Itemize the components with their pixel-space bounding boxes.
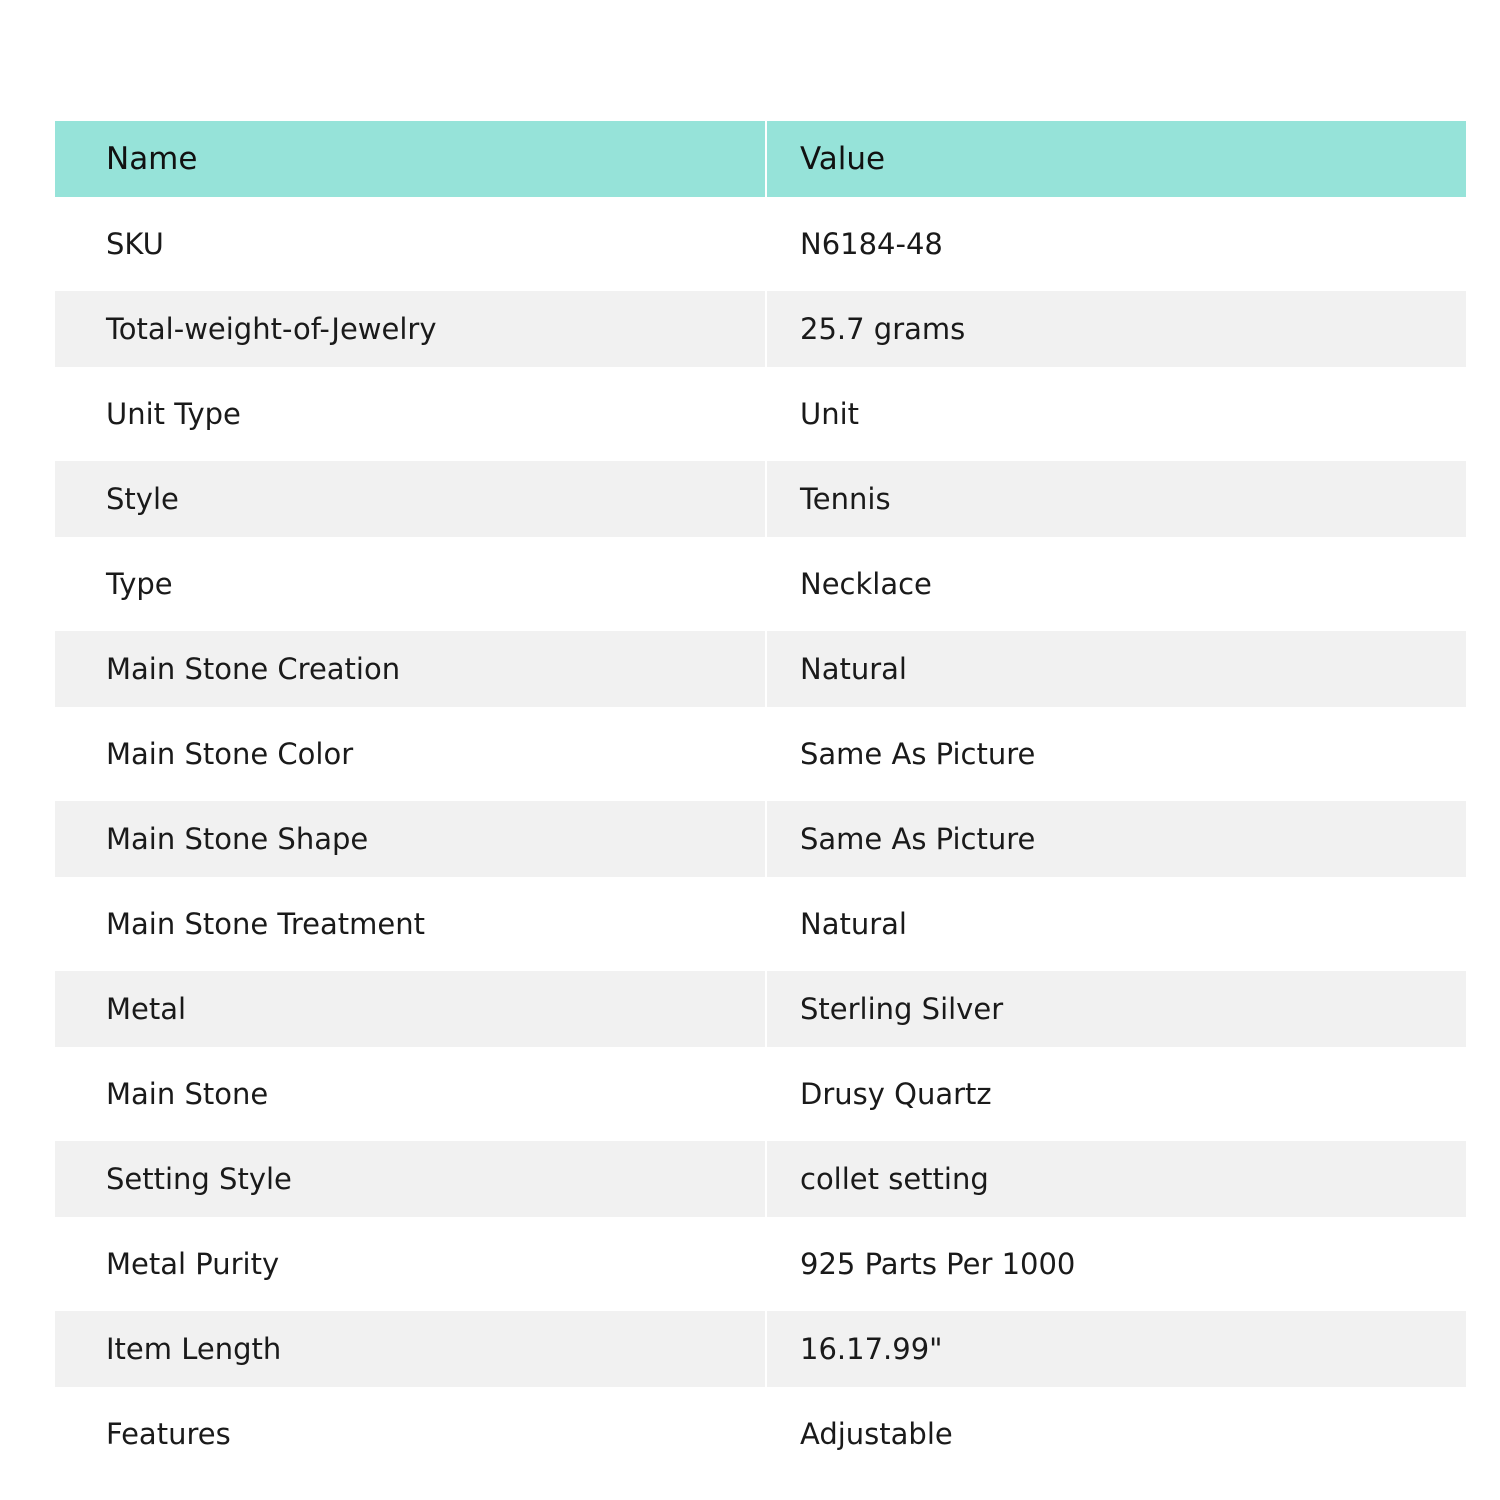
table-row bbox=[55, 1222, 1466, 1307]
row-value-cell: Same As Picture bbox=[766, 797, 1466, 882]
table-row bbox=[55, 1307, 1466, 1392]
table-header-row bbox=[55, 121, 1466, 202]
table-row bbox=[55, 542, 1466, 627]
row-name-cell: Item Length bbox=[55, 1307, 766, 1392]
row-value-cell: N6184-48 bbox=[766, 202, 1466, 287]
column-header-name: Name bbox=[55, 121, 766, 202]
row-name-cell: Setting Style bbox=[55, 1137, 766, 1222]
column-header-value: Value bbox=[766, 121, 1466, 202]
table-row bbox=[55, 372, 1466, 457]
row-name-cell: Main Stone Color bbox=[55, 712, 766, 797]
row-name-cell: Main Stone bbox=[55, 1052, 766, 1137]
row-value-cell: 16.17.99" bbox=[766, 1307, 1466, 1392]
table-row bbox=[55, 1392, 1466, 1473]
table-body bbox=[55, 202, 1466, 1473]
row-name-cell: Style bbox=[55, 457, 766, 542]
row-value-cell: collet setting bbox=[766, 1137, 1466, 1222]
row-value-cell: Adjustable bbox=[766, 1392, 1466, 1473]
row-name-cell: Metal Purity bbox=[55, 1222, 766, 1307]
row-value-cell: Unit bbox=[766, 372, 1466, 457]
row-value-cell: Drusy Quartz bbox=[766, 1052, 1466, 1137]
row-value-cell: Natural bbox=[766, 627, 1466, 712]
table-row bbox=[55, 967, 1466, 1052]
table-row bbox=[55, 287, 1466, 372]
row-name-cell: SKU bbox=[55, 202, 766, 287]
row-value-cell: Same As Picture bbox=[766, 712, 1466, 797]
table-row bbox=[55, 882, 1466, 967]
row-value-cell: Sterling Silver bbox=[766, 967, 1466, 1052]
table-row bbox=[55, 627, 1466, 712]
specification-table bbox=[55, 121, 1466, 1472]
table-row bbox=[55, 1137, 1466, 1222]
table-row bbox=[55, 1052, 1466, 1137]
row-value-cell: Tennis bbox=[766, 457, 1466, 542]
row-value-cell: 925 Parts Per 1000 bbox=[766, 1222, 1466, 1307]
table-row bbox=[55, 457, 1466, 542]
row-value-cell: Necklace bbox=[766, 542, 1466, 627]
table-row bbox=[55, 797, 1466, 882]
row-value-cell: Natural bbox=[766, 882, 1466, 967]
row-name-cell: Main Stone Creation bbox=[55, 627, 766, 712]
row-name-cell: Total-weight-of-Jewelry bbox=[55, 287, 766, 372]
row-value-cell: 25.7 grams bbox=[766, 287, 1466, 372]
row-name-cell: Unit Type bbox=[55, 372, 766, 457]
row-name-cell: Metal bbox=[55, 967, 766, 1052]
table-row bbox=[55, 202, 1466, 287]
row-name-cell: Main Stone Treatment bbox=[55, 882, 766, 967]
table-row bbox=[55, 712, 1466, 797]
row-name-cell: Type bbox=[55, 542, 766, 627]
row-name-cell: Main Stone Shape bbox=[55, 797, 766, 882]
row-name-cell: Features bbox=[55, 1392, 766, 1473]
